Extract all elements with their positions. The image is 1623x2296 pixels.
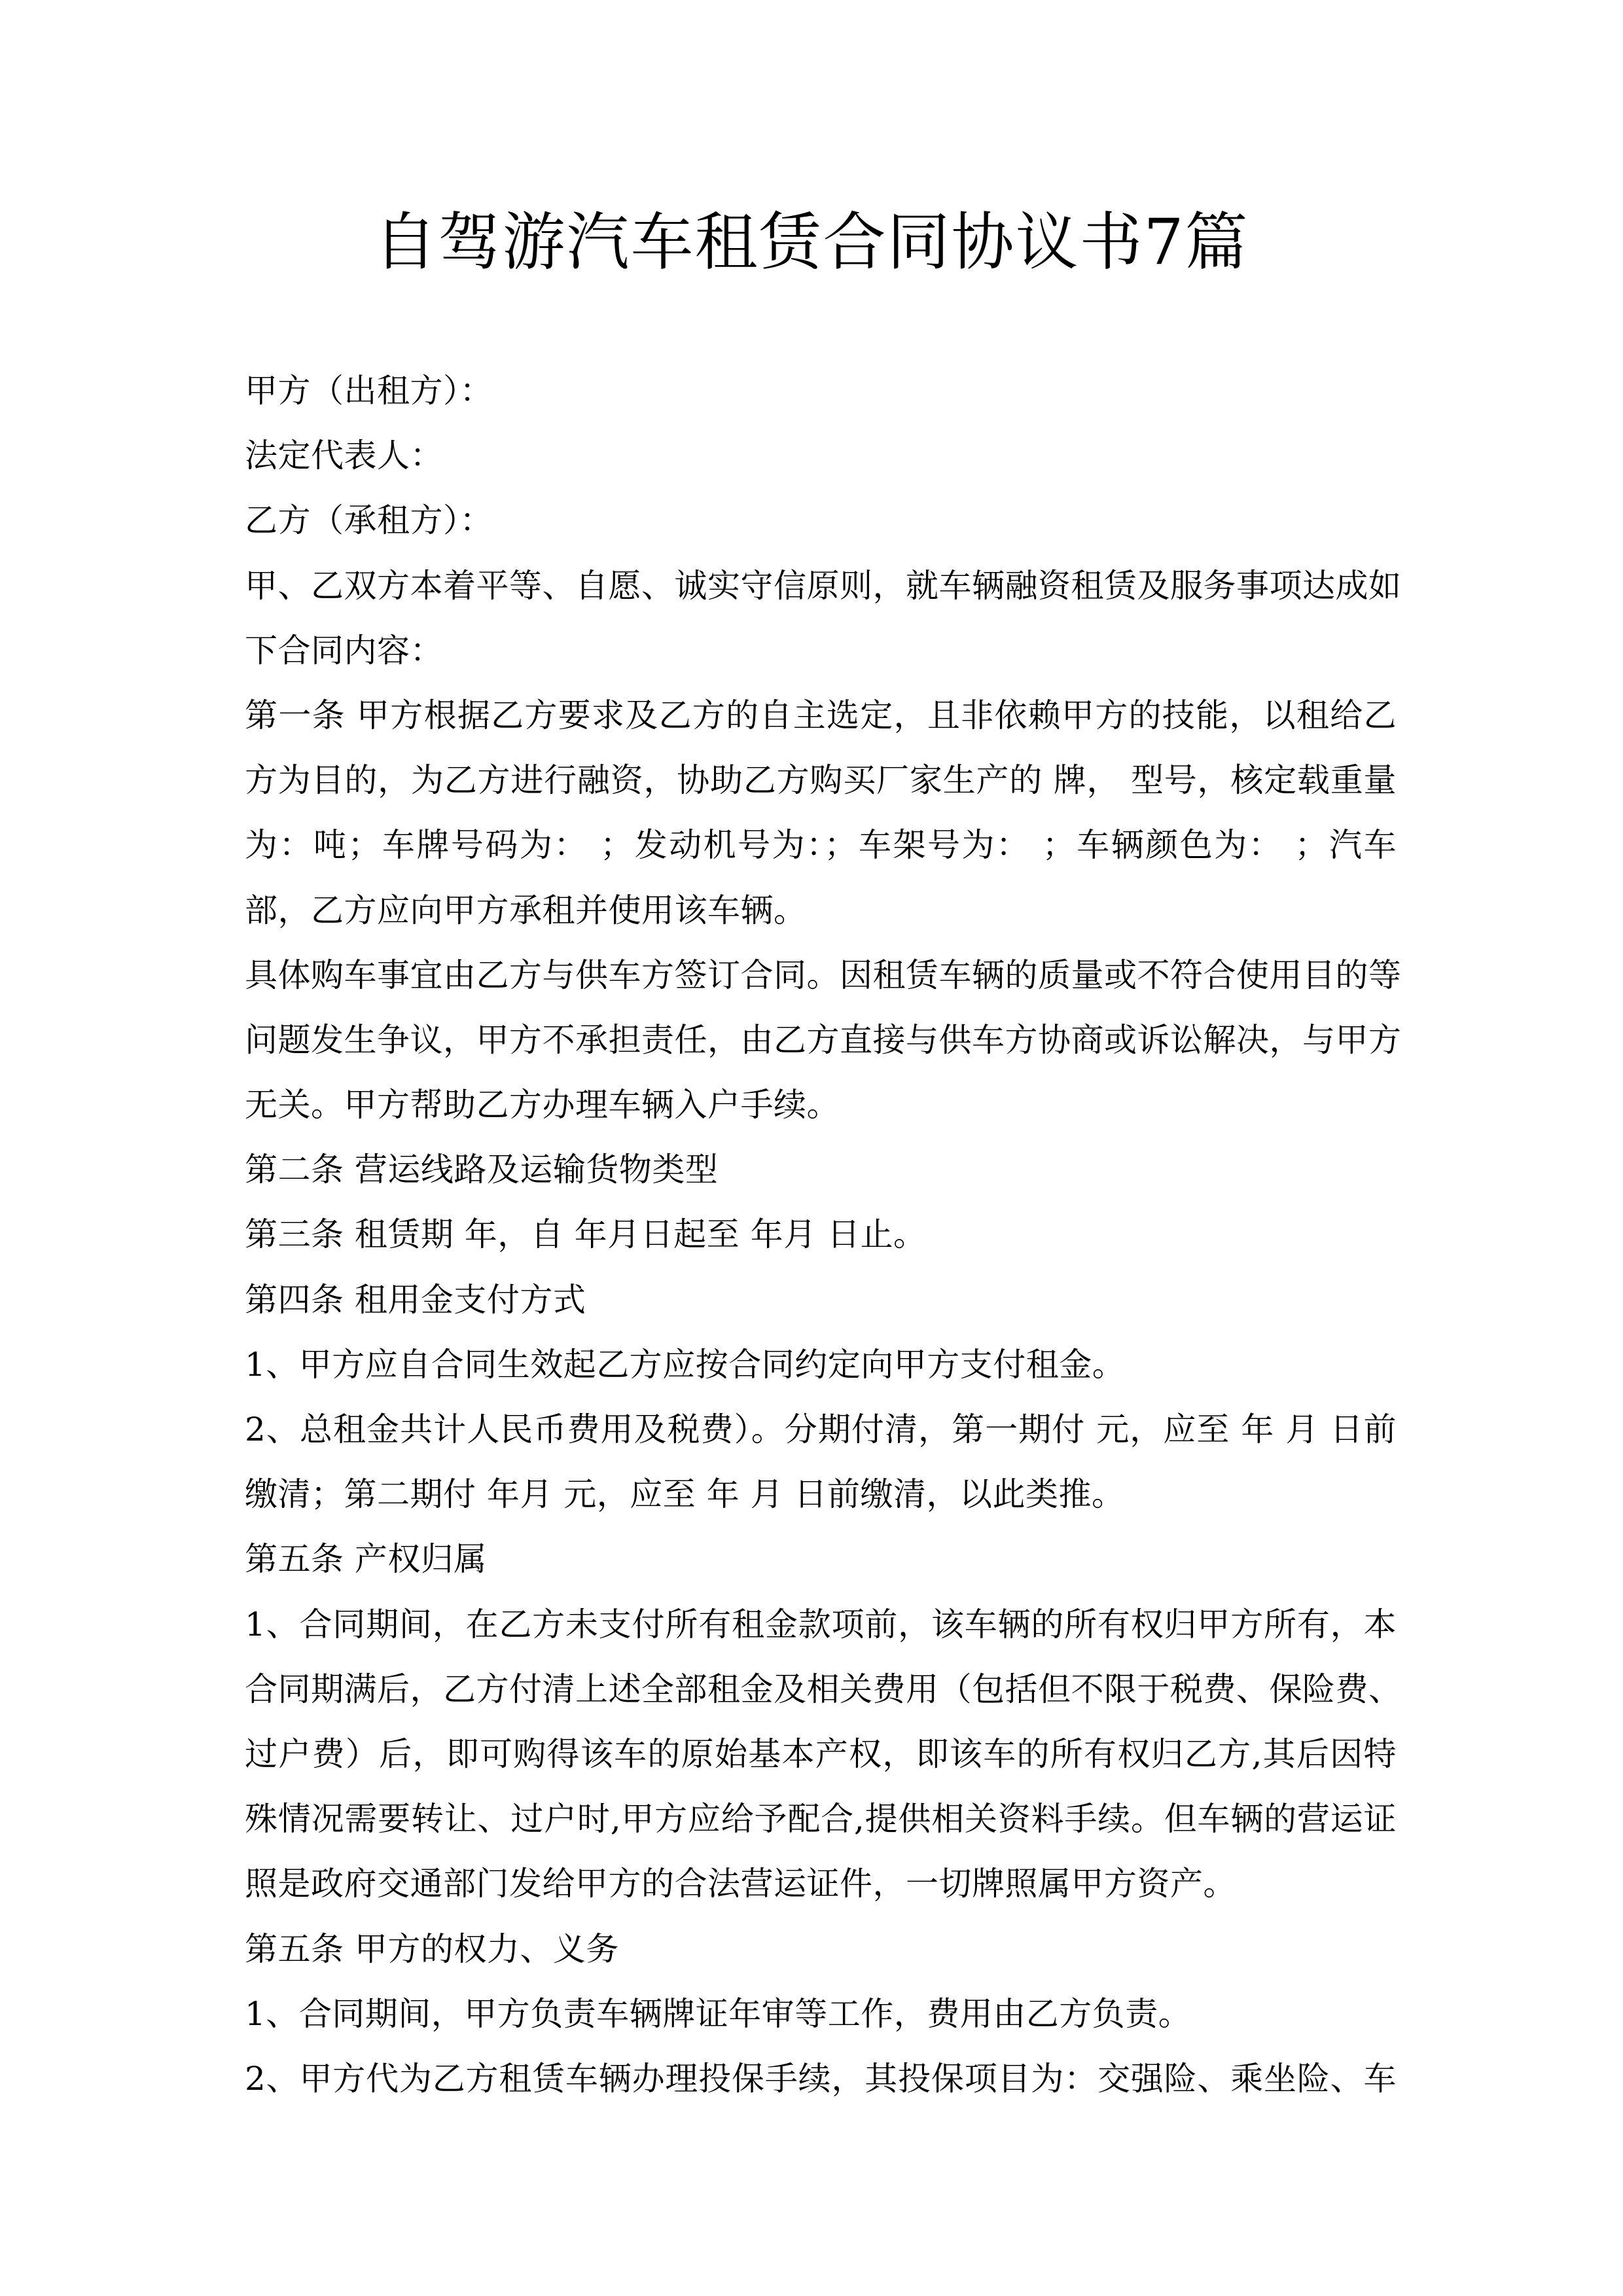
party-b-line: 乙方（承租方）：: [245, 501, 493, 540]
article-5b-item-1: 1、合同期间，甲方负责车辆牌证年审等工作，费用由乙方负责。: [245, 1994, 1192, 2033]
article-2-heading: 第二条 营运线路及运输货物类型: [245, 1151, 719, 1189]
article-1-line: 为：吨；车牌号码为： ；发动机号为：；车架号为： ；车辆颜色为： ；汽车: [245, 826, 1397, 865]
legal-representative-line: 法定代表人：: [245, 437, 443, 475]
article-5-item-1: 照是政府交通部门发给甲方的合法营运证件，一切牌照属甲方资产。: [245, 1865, 1236, 1903]
article-5-item-1: 殊情况需要转让、过户时,甲方应给予配合,提供相关资料手续。但车辆的营运证: [245, 1800, 1397, 1839]
article-5-item-1: 合同期满后，乙方付清上述全部租金及相关费用（包括但不限于税费、保险费、: [245, 1670, 1402, 1708]
article-1-line: 方为目的，为乙方进行融资，协助乙方购买厂家生产的 牌， 型号，核定载重量: [245, 761, 1397, 800]
purchase-paragraph-line: 具体购车事宜由乙方与供车方签订合同。因租赁车辆的质量或不符合使用目的等: [245, 956, 1402, 994]
purchase-paragraph-line: 问题发生争议，甲方不承担责任，由乙方直接与供车方协商或诉讼解决，与甲方: [245, 1020, 1402, 1059]
article-4-heading: 第四条 租用金支付方式: [245, 1280, 586, 1319]
article-4-item-2: 缴清；第二期付 年月 元，应至 年 月 日前缴清，以此类推。: [245, 1475, 1125, 1514]
article-5b-heading: 第五条 甲方的权力、义务: [245, 1929, 619, 1968]
purchase-paragraph-line: 无关。甲方帮助乙方办理车辆入户手续。: [245, 1086, 840, 1124]
article-4-item-2: 2、总租金共计人民币费用及税费）。分期付清，第一期付 元，应至 年 月 日前: [245, 1410, 1397, 1448]
article-4-item-1: 1、甲方应自合同生效起乙方应按合同约定向甲方支付租金。: [245, 1345, 1126, 1384]
preamble-line: 下合同内容：: [245, 631, 443, 670]
article-1-line: 部，乙方应向甲方承租并使用该车辆。: [245, 891, 807, 929]
party-a-line: 甲方（出租方）：: [245, 372, 493, 410]
article-1-line: 第一条 甲方根据乙方要求及乙方的自主选定，且非依赖甲方的技能，以租给乙: [245, 696, 1397, 734]
document-title: 自驾游汽车租赁合同协议书7篇: [374, 206, 1249, 279]
article-3-heading: 第三条 租赁期 年，自 年月日起至 年月 日止。: [245, 1215, 927, 1254]
article-5-item-1: 过户费）后，即可购得该车的原始基本产权，即该车的所有权归乙方,其后因特: [245, 1734, 1397, 1773]
article-5b-item-2: 2、甲方代为乙方租赁车辆办理投保手续，其投保项目为：交强险、乘坐险、车: [245, 2059, 1397, 2098]
document-body: [245, 359, 1402, 2111]
preamble-line: 甲、乙双方本着平等、自愿、诚实守信原则，就车辆融资租赁及服务事项达成如: [245, 566, 1402, 605]
article-5-heading: 第五条 产权归属: [245, 1540, 487, 1579]
article-5-item-1: 1、合同期间，在乙方未支付所有租金款项前，该车辆的所有权归甲方所有，本: [245, 1605, 1397, 1643]
